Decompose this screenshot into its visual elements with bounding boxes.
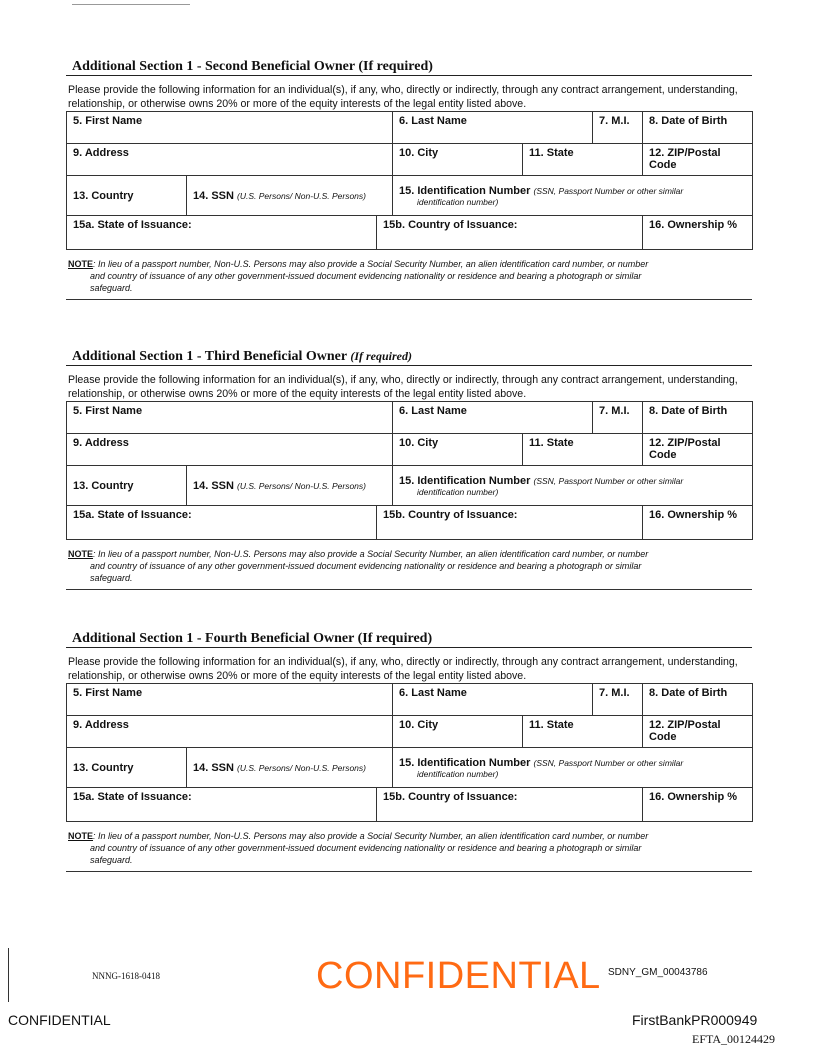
country-issuance-field[interactable]: 15b. Country of Issuance:	[377, 216, 643, 250]
id-number-field[interactable]: 15. Identification Number (SSN, Passport Number or other similar identification number)	[393, 748, 753, 788]
address-field[interactable]: 9. Address	[67, 434, 393, 466]
owner-form-table	[66, 683, 753, 822]
zip-field[interactable]: 12. ZIP/Postal Code	[643, 144, 753, 176]
section-title: Additional Section 1 - Third Beneficial Owner (If required)	[66, 348, 752, 366]
city-field[interactable]: 10. City	[393, 434, 523, 466]
city-field[interactable]: 10. City	[393, 144, 523, 176]
id-number-field[interactable]: 15. Identification Number (SSN, Passport Number or other similar identification number)	[393, 176, 753, 216]
note-text: NOTE: In lieu of a passport number, Non-U.S. Persons may also provide a Social Security Number, an alien identification card number, or number and country of issuance of any other government-issued document evidencing nationality or residence and bearing a photograph or similar safeguard.	[68, 259, 649, 293]
ownership-field[interactable]: 16. Ownership %	[643, 216, 753, 250]
zip-field[interactable]: 12. ZIP/Postal Code	[643, 716, 753, 748]
city-field[interactable]: 10. City	[393, 716, 523, 748]
first-name-field[interactable]: 5. First Name	[67, 112, 393, 144]
section-second-owner	[66, 58, 752, 300]
address-field[interactable]: 9. Address	[67, 144, 393, 176]
section-divider	[66, 299, 752, 300]
bates-number: FirstBankPR000949	[632, 1012, 758, 1028]
state-field[interactable]: 11. State	[523, 434, 643, 466]
country-issuance-field[interactable]: 15b. Country of Issuance:	[377, 788, 643, 822]
dob-field[interactable]: 8. Date of Birth	[643, 402, 753, 434]
sdny-bates: SDNY_GM_00043786	[608, 967, 708, 978]
intro-text: Please provide the following information for an individual(s), if any, who, directly or indirectly, through any contract arrangement, understanding, relationship, or otherwise owns 20% or more of the equity interests of the legal entity listed above.	[68, 374, 738, 400]
zip-field[interactable]: 12. ZIP/Postal Code	[643, 434, 753, 466]
note-text: NOTE: In lieu of a passport number, Non-U.S. Persons may also provide a Social Security Number, an alien identification card number, or number and country of issuance of any other government-issued document evidencing nationality or residence and bearing a photograph or similar safeguard.	[68, 831, 649, 865]
form-code: NNNG-1618-0418	[92, 971, 160, 981]
ssn-field[interactable]: 14. SSN (U.S. Persons/ Non-U.S. Persons)	[187, 176, 393, 216]
last-name-field[interactable]: 6. Last Name	[393, 402, 593, 434]
section-divider	[66, 871, 752, 872]
first-name-field[interactable]: 5. First Name	[67, 402, 393, 434]
state-issuance-field[interactable]: 15a. State of Issuance:	[67, 788, 377, 822]
section-third-owner	[66, 348, 752, 590]
state-field[interactable]: 11. State	[523, 716, 643, 748]
intro-text: Please provide the following information for an individual(s), if any, who, directly or indirectly, through any contract arrangement, understanding, relationship, or otherwise owns 20% or more of the equity interests of the legal entity listed above.	[68, 656, 738, 682]
section-title: Additional Section 1 - Second Beneficial Owner (If required)	[66, 58, 752, 76]
first-name-field[interactable]: 5. First Name	[67, 684, 393, 716]
section-title: Additional Section 1 - Fourth Beneficial Owner (If required)	[66, 630, 752, 648]
country-field[interactable]: 13. Country	[67, 176, 187, 216]
last-name-field[interactable]: 6. Last Name	[393, 684, 593, 716]
intro-text: Please provide the following information for an individual(s), if any, who, directly or indirectly, through any contract arrangement, understanding, relationship, or otherwise owns 20% or more of the equity interests of the legal entity listed above.	[68, 84, 738, 110]
confidential-stamp: CONFIDENTIAL	[316, 955, 601, 997]
section-divider	[66, 589, 752, 590]
owner-form-table	[66, 111, 753, 250]
dob-field[interactable]: 8. Date of Birth	[643, 112, 753, 144]
state-issuance-field[interactable]: 15a. State of Issuance:	[67, 506, 377, 540]
efta-number: EFTA_00124429	[692, 1032, 776, 1046]
note-text: NOTE: In lieu of a passport number, Non-U.S. Persons may also provide a Social Security Number, an alien identification card number, or number and country of issuance of any other government-issued document evidencing nationality or residence and bearing a photograph or similar safeguard.	[68, 549, 649, 583]
id-number-field[interactable]: 15. Identification Number (SSN, Passport Number or other similar identification number)	[393, 466, 753, 506]
country-field[interactable]: 13. Country	[67, 748, 187, 788]
ownership-field[interactable]: 16. Ownership %	[643, 506, 753, 540]
mi-field[interactable]: 7. M.I.	[593, 402, 643, 434]
confidential-label: CONFIDENTIAL	[8, 1012, 111, 1028]
section-fourth-owner	[66, 630, 752, 872]
state-issuance-field[interactable]: 15a. State of Issuance:	[67, 216, 377, 250]
top-rule	[72, 4, 190, 5]
address-field[interactable]: 9. Address	[67, 716, 393, 748]
state-field[interactable]: 11. State	[523, 144, 643, 176]
margin-bar	[8, 948, 9, 1002]
last-name-field[interactable]: 6. Last Name	[393, 112, 593, 144]
country-field[interactable]: 13. Country	[67, 466, 187, 506]
ssn-field[interactable]: 14. SSN (U.S. Persons/ Non-U.S. Persons)	[187, 748, 393, 788]
ssn-field[interactable]: 14. SSN (U.S. Persons/ Non-U.S. Persons)	[187, 466, 393, 506]
ownership-field[interactable]: 16. Ownership %	[643, 788, 753, 822]
mi-field[interactable]: 7. M.I.	[593, 112, 643, 144]
owner-form-table	[66, 401, 753, 540]
mi-field[interactable]: 7. M.I.	[593, 684, 643, 716]
country-issuance-field[interactable]: 15b. Country of Issuance:	[377, 506, 643, 540]
dob-field[interactable]: 8. Date of Birth	[643, 684, 753, 716]
